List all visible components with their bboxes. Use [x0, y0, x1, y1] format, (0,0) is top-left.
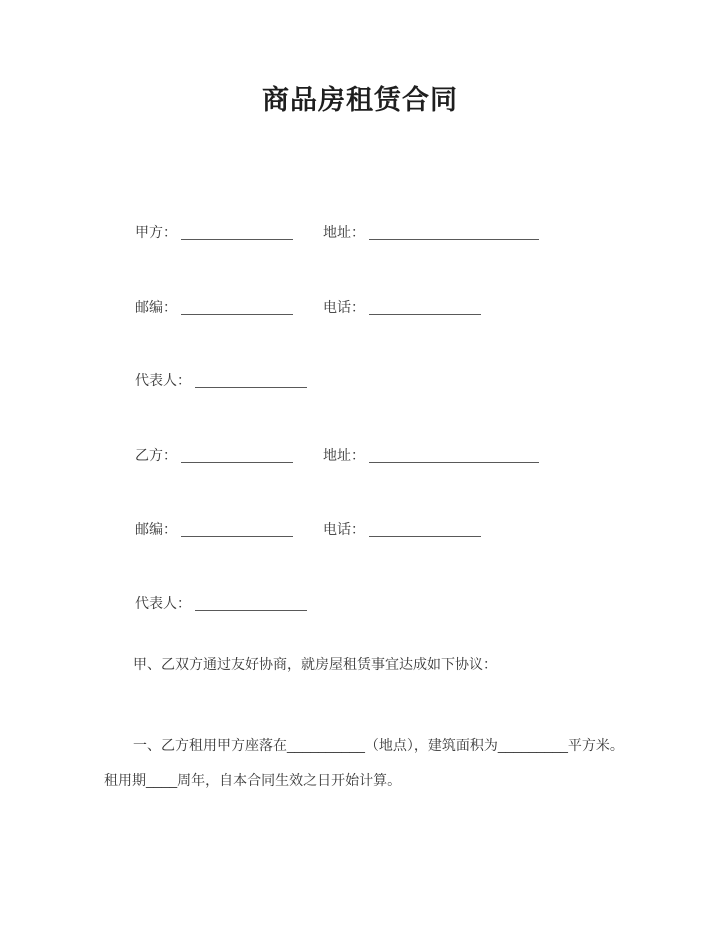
clause-1-line-2: 租用期____周年，自本合同生效之日开始计算。 — [104, 772, 402, 788]
form-row-party-b-contact — [0, 519, 720, 541]
party-a-phone-label: 电话： — [323, 299, 365, 315]
form-row-party-b-representative — [0, 593, 720, 615]
clause-1-paragraph — [104, 728, 649, 798]
party-a-address-blank-line[interactable] — [369, 225, 539, 240]
party-a-representative-label: 代表人： — [135, 372, 191, 388]
party-a-zip-label: 邮编： — [135, 299, 177, 315]
party-a-address-field — [323, 222, 539, 242]
party-a-phone-field — [323, 297, 481, 317]
party-b-representative-blank-line[interactable] — [195, 596, 307, 611]
party-a-label: 甲方： — [135, 224, 177, 240]
party-b-blank-line[interactable] — [181, 448, 293, 463]
party-a-zip-field — [135, 297, 293, 317]
party-b-phone-label: 电话： — [323, 521, 365, 537]
party-a-representative-blank-line[interactable] — [195, 373, 307, 388]
party-b-representative-field — [135, 593, 307, 613]
form-row-party-a-contact — [0, 297, 720, 319]
party-a-phone-blank-line[interactable] — [369, 300, 481, 315]
party-b-address-blank-line[interactable] — [369, 448, 539, 463]
party-a-field — [135, 222, 293, 242]
form-row-party-b — [0, 445, 720, 467]
party-b-field — [135, 445, 293, 465]
party-a-representative-field — [135, 370, 307, 390]
form-row-party-a-representative — [0, 370, 720, 392]
clause-1-line-1: 一、乙方租用甲方座落在__________（地点），建筑面积为_________平方米。 — [133, 737, 624, 753]
party-a-blank-line[interactable] — [181, 225, 293, 240]
party-b-label: 乙方： — [135, 447, 177, 463]
party-b-address-field — [323, 445, 539, 465]
document-title: 商品房租赁合同 — [262, 85, 458, 115]
party-b-zip-blank-line[interactable] — [181, 522, 293, 537]
party-a-zip-blank-line[interactable] — [181, 300, 293, 315]
party-b-phone-field — [323, 519, 481, 539]
party-b-zip-label: 邮编： — [135, 521, 177, 537]
form-row-party-a — [0, 222, 720, 244]
party-b-representative-label: 代表人： — [135, 595, 191, 611]
party-b-zip-field — [135, 519, 293, 539]
party-b-address-label: 地址： — [323, 447, 365, 463]
intro-paragraph: 甲、乙双方通过友好协商，就房屋租赁事宜达成如下协议： — [133, 656, 497, 672]
party-a-address-label: 地址： — [323, 224, 365, 240]
party-b-phone-blank-line[interactable] — [369, 522, 481, 537]
